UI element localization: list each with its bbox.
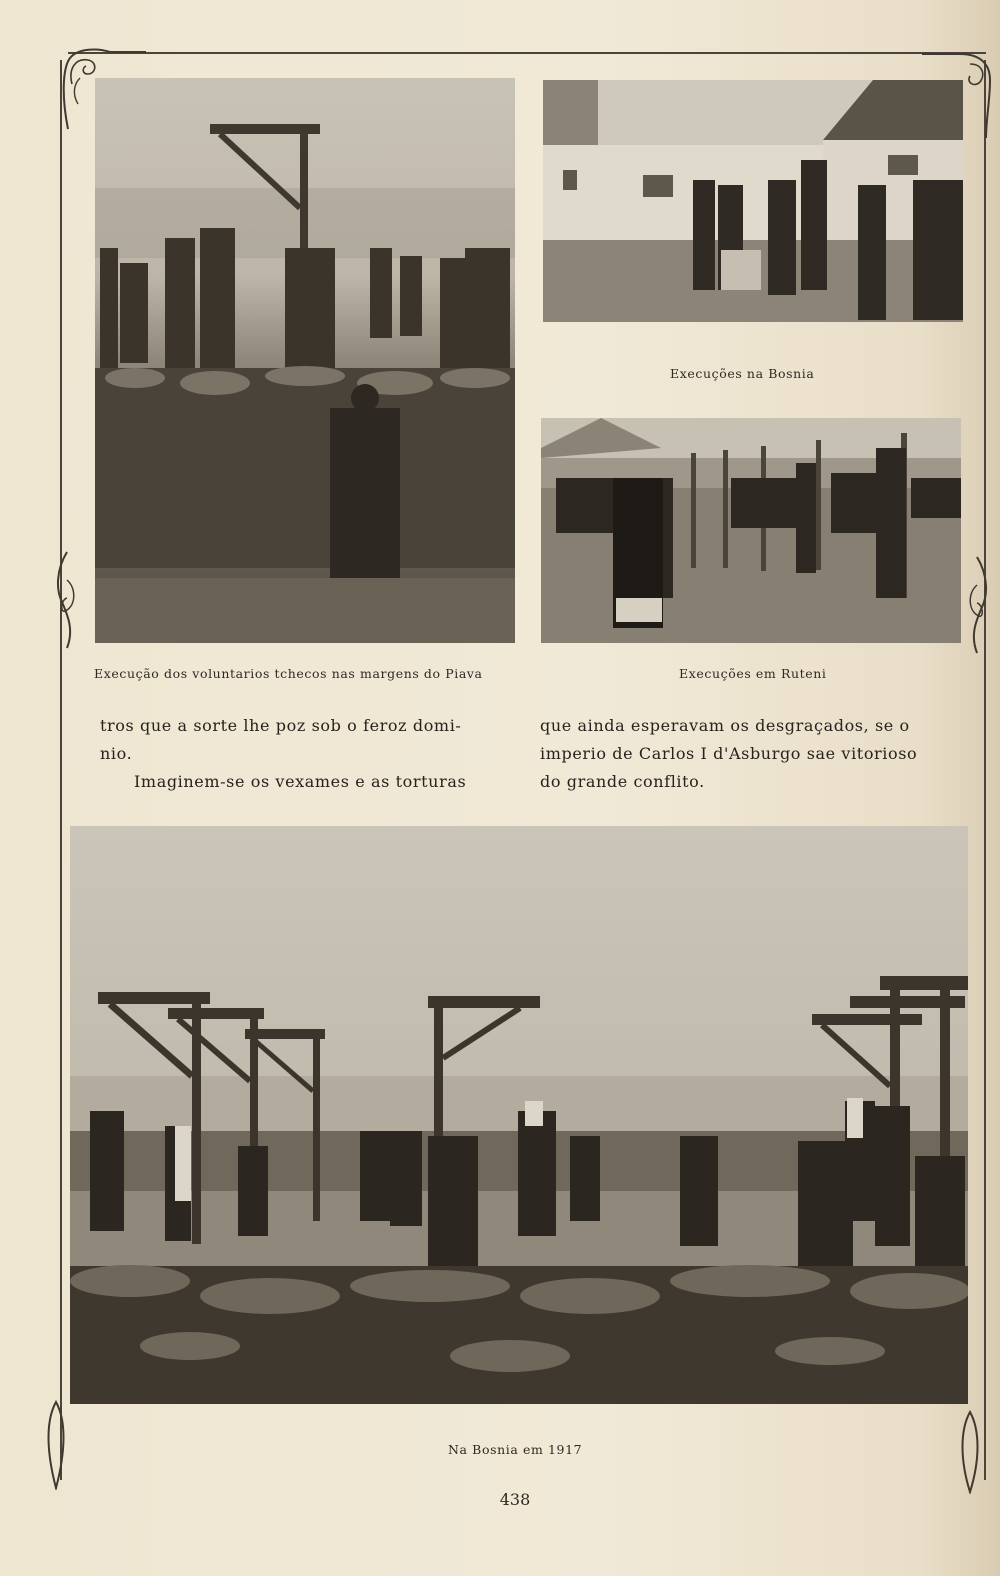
caption-piava: Execução dos voluntarios tchecos nas margens do Piava [94, 666, 483, 681]
execution-photo-icon [541, 418, 961, 643]
photo-piava-executions [95, 78, 515, 643]
text-column-left [100, 712, 505, 796]
gallows-photo-icon [95, 78, 515, 643]
caption-ruteni: Execuções em Ruteni [679, 666, 827, 681]
photo-ruteni-executions [541, 418, 961, 643]
frame-border-right [984, 60, 986, 1480]
photo-bosnia-executions [543, 80, 963, 322]
bottom-ornament-right-icon [958, 1410, 982, 1494]
frame-border-left [60, 60, 62, 1480]
execution-photo-icon [543, 80, 963, 322]
side-ornament-right-icon [962, 555, 992, 655]
bottom-ornament-left-icon [44, 1400, 68, 1490]
caption-bosnia: Execuções na Bosnia [670, 366, 815, 381]
text-line: Imaginem-se os vexames e as torturas [134, 772, 467, 791]
text-line: do grande conflito. [540, 772, 705, 791]
text-column-right [540, 712, 948, 796]
text-line: imperio de Carlos I d'Asburgo sae vitorioso [540, 744, 918, 763]
text-line: nio. [100, 744, 133, 763]
photo-bosnia-1917 [70, 826, 968, 1404]
gallows-photo-icon [70, 826, 968, 1404]
page-number: 438 [499, 1490, 531, 1509]
text-line: que ainda esperavam os desgraçados, se o [540, 716, 910, 735]
frame-border-top [68, 52, 986, 54]
caption-bosnia-1917: Na Bosnia em 1917 [448, 1442, 583, 1457]
text-line: tros que a sorte lhe poz sob o feroz domi- [100, 716, 462, 735]
side-ornament-left-icon [52, 550, 82, 650]
